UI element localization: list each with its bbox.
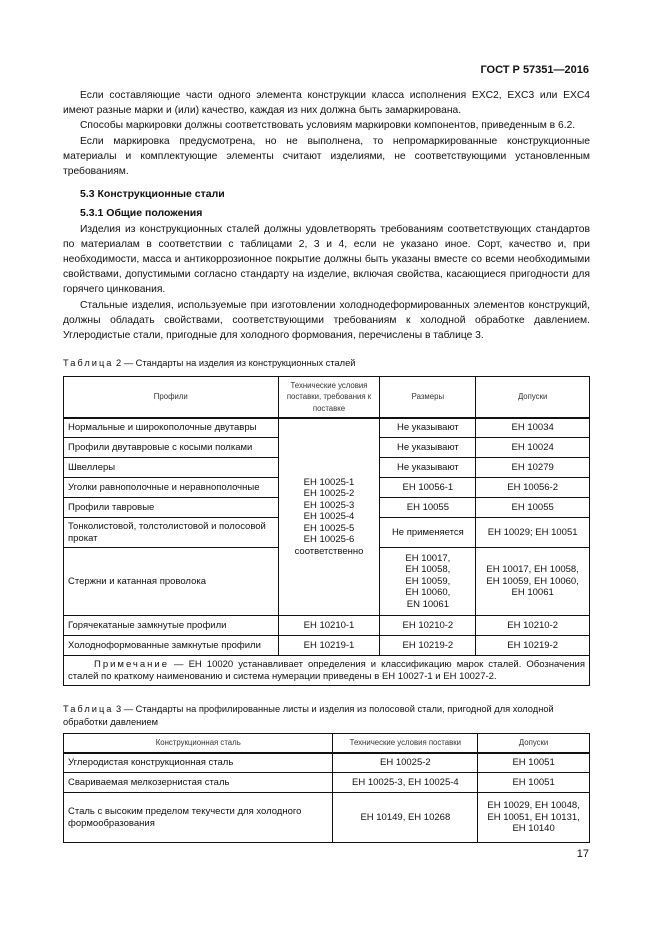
note-text: — ЕН 10020 устанавливает определения и классификацию марок сталей. Обозначения сталей по краткому наименованию и система нумерации приведены в ЕН 10027-1 и ЕН 10027-2. bbox=[68, 659, 585, 682]
table-cell: Не указывают bbox=[380, 438, 476, 458]
table-cell: ЕН 10024 bbox=[476, 438, 590, 458]
table-cell: ЕН 10017, ЕН 10058, ЕН 10059, ЕН 10060, EN 10061 bbox=[380, 548, 476, 616]
caption-text: — Стандарты на изделия из конструкционных сталей bbox=[121, 358, 356, 368]
table-row bbox=[64, 418, 590, 438]
caption-text: — Стандарты на профилированные листы и изделия из полосовой стали, пригодной для холодной обработки давлением bbox=[63, 704, 554, 727]
table-cell-merged: ЕН 10025-1 ЕН 10025-2 ЕН 10025-3 ЕН 10025-4 ЕН 10025-5 ЕН 10025-6 соответственно bbox=[278, 418, 380, 616]
table-cell: Углеродистая конструкционная сталь bbox=[64, 753, 333, 773]
table-row bbox=[64, 616, 590, 636]
table-cell: Холоднoформованные замкнутые профили bbox=[64, 636, 279, 656]
table-row bbox=[64, 753, 590, 773]
table-cell: Нормальные и широкополочные двутавры bbox=[64, 418, 279, 438]
paragraph: Изделия из конструкционных сталей должны удовлетворять требованиям соответствующих стандартов по материалам в соответствии с таблицами 2, 3 и 4, если не указано иное. Сорт, качество и, при необходимости, масса и антикоррозионное покрытие должны быть указаны вместе со всеми необходимыми свойствами, допустимыми согласно стандарту на изделие, включая свойства, касающиеся пригодности для горячего цинкования. bbox=[63, 223, 590, 296]
column-header: Размеры bbox=[380, 377, 476, 418]
table-note bbox=[64, 656, 590, 686]
table-cell: ЕН 10025-2 bbox=[333, 753, 478, 773]
table-cell: ЕН 10017, ЕН 10058, ЕН 10059, ЕН 10060, ЕН 10061 bbox=[476, 548, 590, 616]
table-cell: ЕН 10219-2 bbox=[380, 636, 476, 656]
table-cell: Не указывают bbox=[380, 418, 476, 438]
column-header: Конструкционная сталь bbox=[64, 734, 333, 753]
table3-caption bbox=[63, 703, 590, 729]
table-cell: ЕН 10210-1 bbox=[278, 616, 380, 636]
table-cell: Не указывают bbox=[380, 458, 476, 478]
table-cell: ЕН 10055 bbox=[476, 498, 590, 518]
table-cell: Свариваемая мелкозернистая сталь bbox=[64, 773, 333, 793]
paragraph: Способы маркировки должны соответствовать условиям маркировки компонентов, приведенным в 6.2. bbox=[80, 120, 576, 132]
column-header: Допуски bbox=[478, 734, 590, 753]
table-row bbox=[64, 793, 590, 843]
paragraph: Если составляющие части одного элемента конструкции класса исполнения EXC2, EXC3 или EXC4 имеют разные марки и (или) качество, каждая из них должна быть замаркирована. bbox=[63, 90, 590, 117]
table-cell: ЕН 10219-1 bbox=[278, 636, 380, 656]
table-3 bbox=[63, 733, 590, 843]
page-number: 17 bbox=[576, 848, 589, 860]
table-cell: ЕН 10025-3, ЕН 10025-4 bbox=[333, 773, 478, 793]
table-cell: ЕН 10210-2 bbox=[380, 616, 476, 636]
table-cell: ЕН 10029, ЕН 10048, ЕН 10051, ЕН 10131, ЕН 10140 bbox=[478, 793, 590, 843]
table-row bbox=[64, 636, 590, 656]
table-cell: Сталь с высоким пределом текучести для холодного формообразования bbox=[64, 793, 333, 843]
caption-prefix: Таблица bbox=[63, 704, 114, 714]
table-cell: ЕН 10029; ЕН 10051 bbox=[476, 518, 590, 548]
table-cell: ЕН 10051 bbox=[478, 753, 590, 773]
subsection-title: 5.3.1 Общие положения bbox=[80, 207, 203, 220]
caption-prefix: Таблица bbox=[63, 358, 114, 368]
table-cell: ЕН 10051 bbox=[478, 773, 590, 793]
table-cell: ЕН 10279 bbox=[476, 458, 590, 478]
column-header: Допуски bbox=[476, 377, 590, 418]
column-header: Профили bbox=[64, 377, 279, 418]
table2-caption bbox=[63, 357, 590, 370]
table-cell: Горячекатаные замкнутые профили bbox=[64, 616, 279, 636]
caption-number: 2 bbox=[116, 358, 122, 368]
table-cell: ЕН 10149, ЕН 10268 bbox=[333, 793, 478, 843]
column-header: Технические условия поставки bbox=[333, 734, 478, 753]
table-cell: ЕН 10219-2 bbox=[476, 636, 590, 656]
table-cell: ЕН 10056-1 bbox=[380, 478, 476, 498]
table-cell: ЕН 10055 bbox=[380, 498, 476, 518]
column-header: Технические условия поставки, требования к поставке bbox=[278, 377, 380, 418]
table-row bbox=[64, 773, 590, 793]
table-cell: Профили тавровые bbox=[64, 498, 279, 518]
document-header: ГОСТ Р 57351—2016 bbox=[480, 64, 589, 76]
table-cell: Профили двутавровые с косыми полками bbox=[64, 438, 279, 458]
table-cell: ЕН 10210-2 bbox=[476, 616, 590, 636]
paragraph: Стальные изделия, используемые при изготовлении холоднодеформированных элементов конструкций, должны обладать свойствами, соответствующими требованиям к холодной обработке давлением. Углеродистые стали, пригодные для холодного формования, перечислены в таблице 3. bbox=[63, 299, 590, 342]
section-title: 5.3 Конструкционные стали bbox=[80, 188, 225, 201]
note-cell bbox=[64, 656, 590, 686]
table-cell: Швеллеры bbox=[64, 458, 279, 478]
note-label: Примечание bbox=[94, 659, 169, 670]
table-cell: ЕН 10034 bbox=[476, 418, 590, 438]
table-cell: Уголки равнополочные и неравнополочные bbox=[64, 478, 279, 498]
table-cell: ЕН 10056-2 bbox=[476, 478, 590, 498]
table-cell: Тонколистовой, толстолистовой и полосовой прокат bbox=[64, 518, 279, 548]
body-text bbox=[63, 88, 590, 343]
table-cell: Стержни и катанная проволока bbox=[64, 548, 279, 616]
table-cell: Не применяется bbox=[380, 518, 476, 548]
caption-number: 3 bbox=[116, 704, 122, 714]
table-2 bbox=[63, 376, 590, 686]
paragraph: Если маркировка предусмотрена, но не выполнена, то непромаркированные конструкционные материалы и комплектующие элементы считают изделиями, не соответствующими установленным требованиям. bbox=[63, 135, 590, 178]
